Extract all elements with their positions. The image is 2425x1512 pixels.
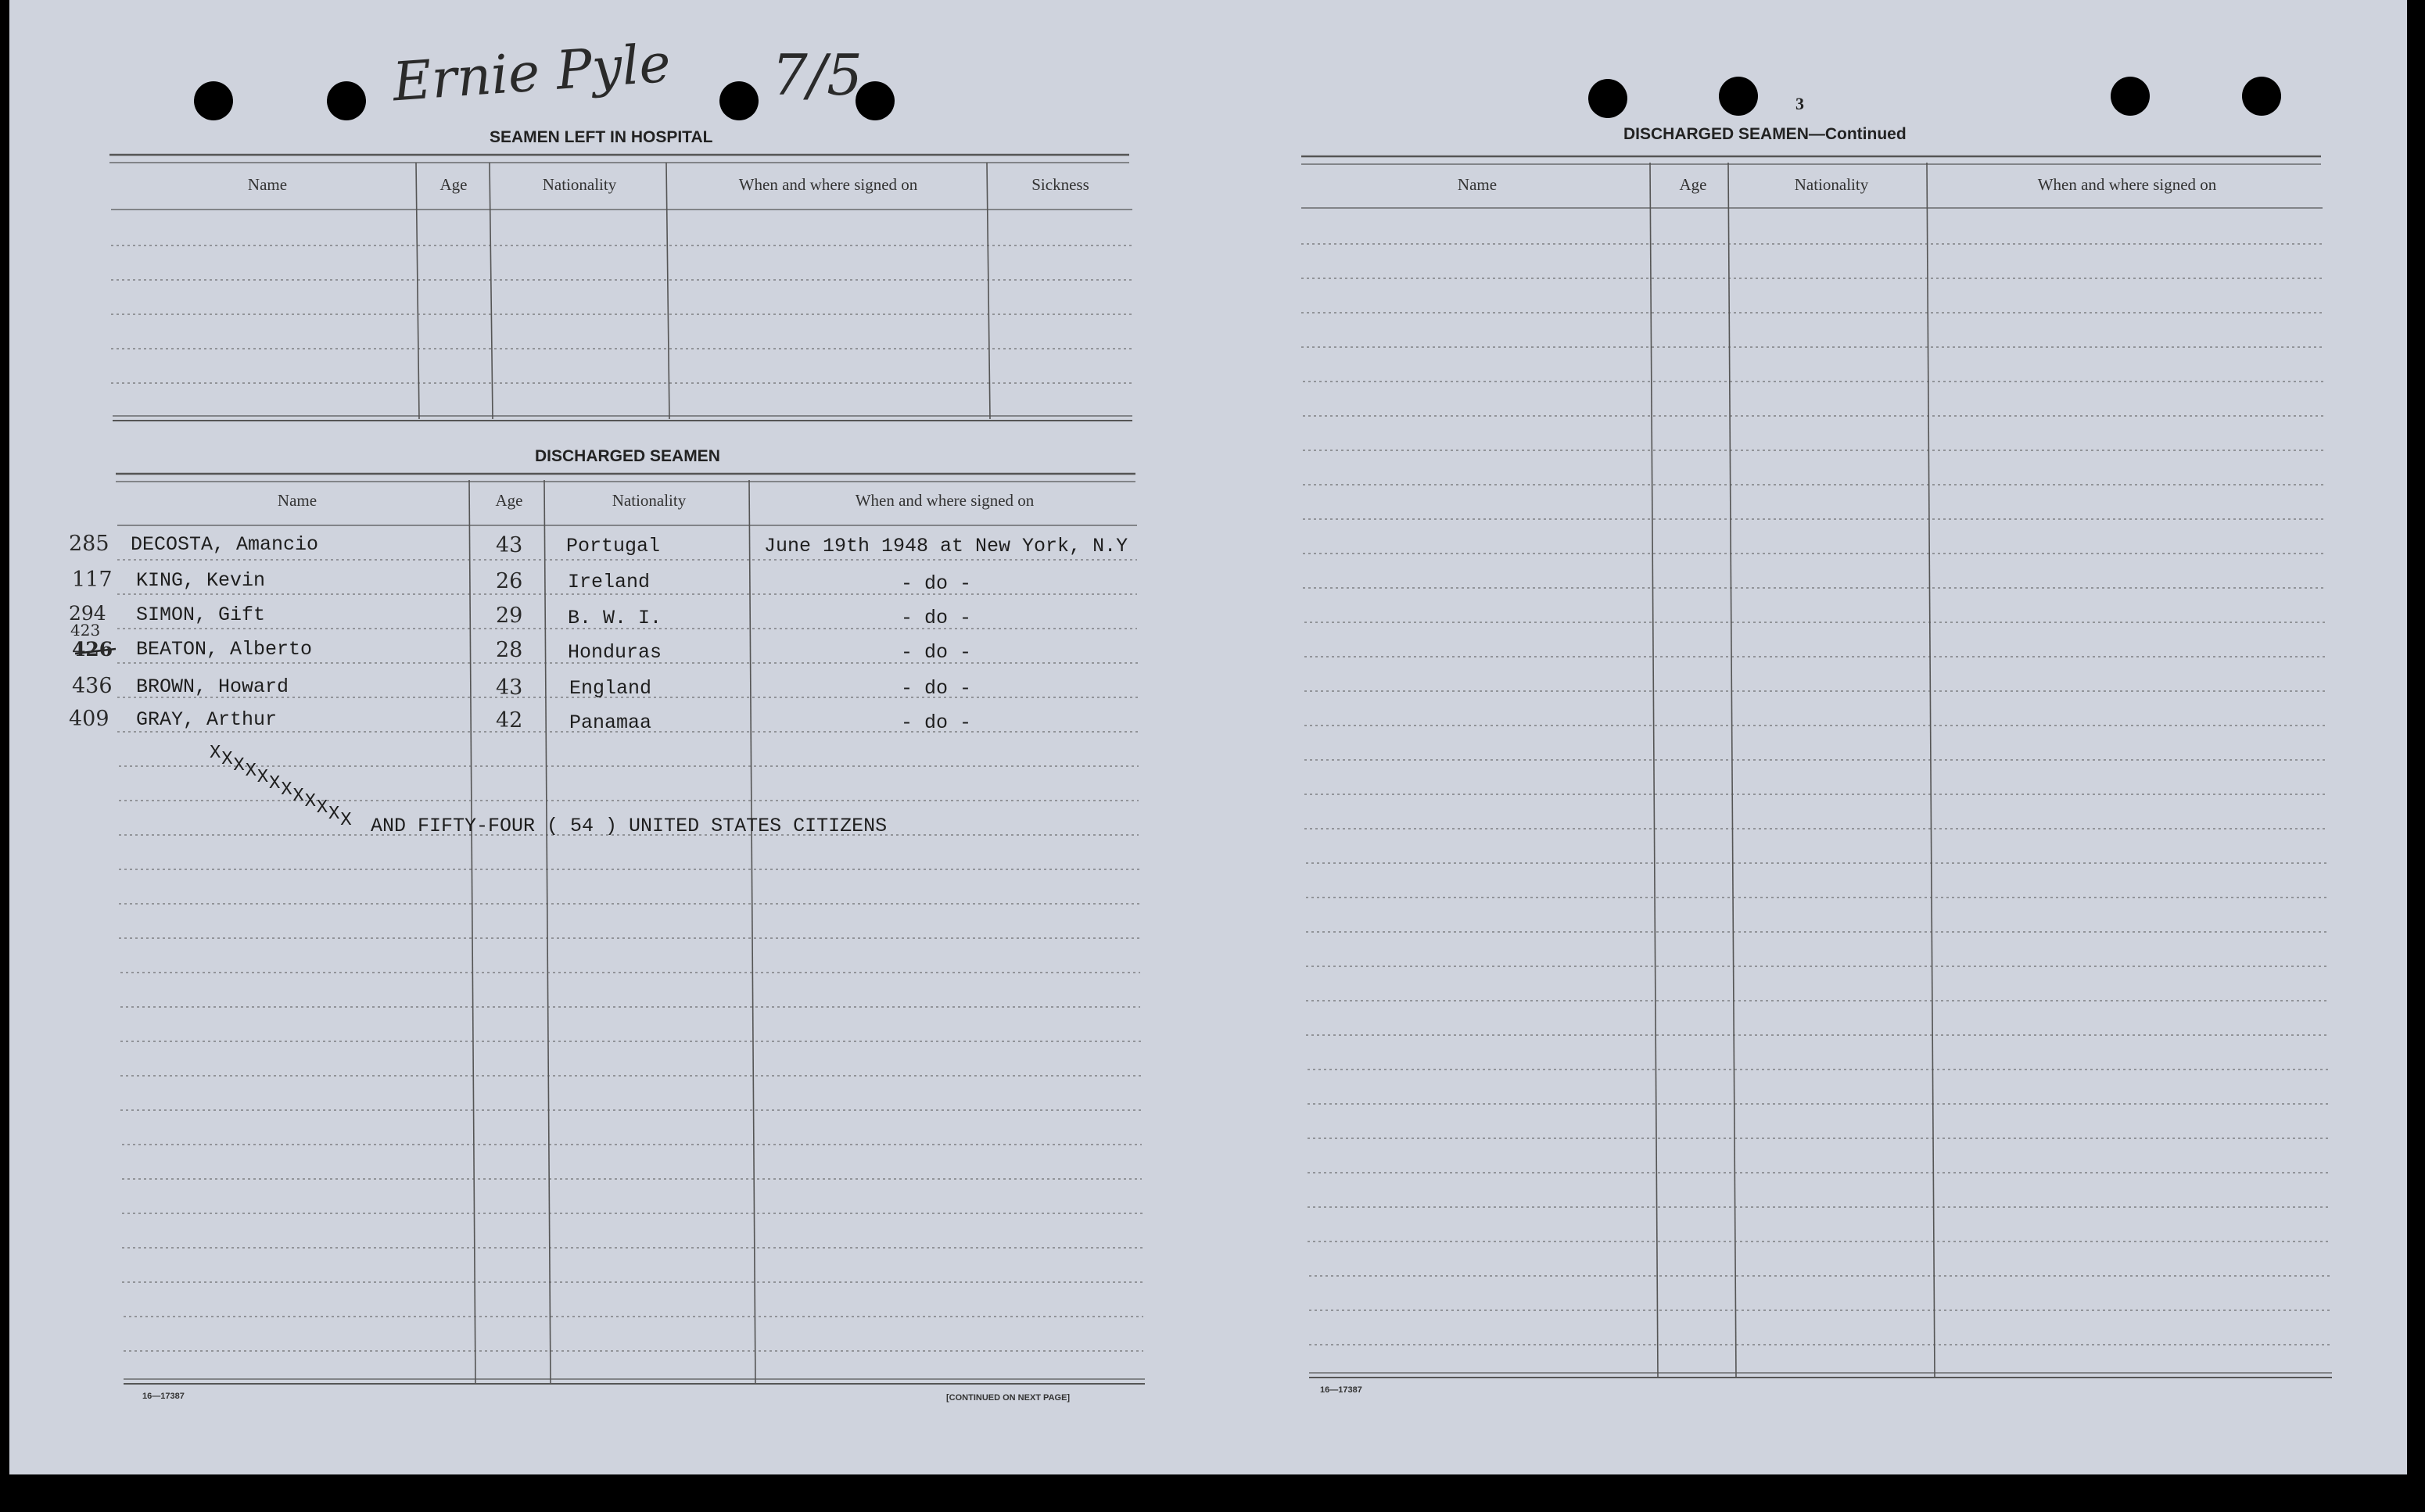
seaman-signed-on: - do - bbox=[901, 711, 972, 734]
x-mark: X bbox=[292, 785, 304, 807]
seaman-nationality: Panamaa bbox=[569, 711, 652, 734]
manifest-sheet bbox=[9, 0, 2407, 1474]
punch-hole bbox=[1719, 77, 1758, 116]
continued-title-suffix: —Continued bbox=[1808, 125, 1907, 143]
x-mark: X bbox=[210, 743, 221, 764]
punch-hole bbox=[327, 81, 366, 120]
seaman-age: 43 bbox=[496, 533, 523, 557]
form-rulings bbox=[9, 0, 2407, 1474]
hospital-col-sickness: Sickness bbox=[1031, 175, 1089, 194]
row-number: 285 bbox=[69, 532, 109, 556]
seaman-signed-on: June 19th 1948 at New York, N.Y bbox=[764, 535, 1128, 557]
hospital-section-title: SEAMEN LEFT IN HOSPITAL bbox=[490, 128, 713, 146]
seaman-name: BEATON, Alberto bbox=[136, 638, 313, 661]
handwritten-name: Ernie Pyle bbox=[390, 32, 673, 114]
continued-col-age: Age bbox=[1679, 175, 1707, 194]
struck-row-number: 426 bbox=[72, 638, 113, 661]
seaman-age: 29 bbox=[496, 604, 523, 628]
row-number: 423 bbox=[70, 621, 101, 640]
continued-col-nationality: Nationality bbox=[1794, 175, 1869, 194]
discharged-section-title: DISCHARGED SEAMEN bbox=[535, 447, 720, 465]
seaman-age: 42 bbox=[496, 708, 523, 733]
seaman-nationality: Honduras bbox=[568, 641, 662, 664]
row-number: 294 bbox=[69, 602, 106, 625]
punch-hole bbox=[2242, 77, 2281, 116]
hospital-col-nationality: Nationality bbox=[542, 175, 617, 194]
continued-col-name: Name bbox=[1457, 175, 1498, 194]
seaman-nationality: Ireland bbox=[568, 571, 651, 593]
x-mark: X bbox=[328, 804, 340, 825]
x-mark: X bbox=[256, 767, 269, 789]
page-number: 3 bbox=[1795, 94, 1804, 113]
seaman-age: 28 bbox=[496, 638, 523, 662]
seaman-name: SIMON, Gift bbox=[136, 604, 266, 626]
x-mark: X bbox=[316, 797, 328, 819]
seaman-signed-on: - do - bbox=[901, 641, 972, 664]
seaman-nationality: England bbox=[569, 677, 652, 700]
summary-line: AND FIFTY-FOUR ( 54 ) UNITED STATES CITIZENS bbox=[371, 815, 888, 837]
seaman-name: GRAY, Arthur bbox=[136, 708, 278, 731]
discharged-col-age: Age bbox=[495, 491, 523, 510]
discharged-col-signed-on: When and where signed on bbox=[855, 491, 1035, 510]
seaman-nationality: Portugal bbox=[566, 535, 661, 557]
seaman-name: DECOSTA, Amancio bbox=[131, 533, 319, 556]
seaman-signed-on: - do - bbox=[901, 607, 972, 629]
x-mark: X bbox=[304, 791, 316, 813]
row-number: 436 bbox=[72, 674, 113, 698]
seaman-signed-on: - do - bbox=[901, 677, 972, 700]
seaman-age: 43 bbox=[496, 675, 523, 700]
hospital-col-age: Age bbox=[439, 175, 468, 194]
punch-hole bbox=[194, 81, 233, 120]
row-number: 117 bbox=[72, 568, 113, 592]
continued-note: [CONTINUED ON NEXT PAGE] bbox=[946, 1393, 1071, 1403]
seaman-signed-on: - do - bbox=[901, 572, 972, 595]
handwritten-mark: 7/5 bbox=[772, 42, 863, 108]
seaman-name: KING, Kevin bbox=[136, 569, 266, 592]
punch-hole bbox=[2111, 77, 2150, 116]
seaman-nationality: B. W. I. bbox=[568, 607, 662, 629]
x-mark: X bbox=[233, 754, 245, 776]
continued-col-signed-on: When and where signed on bbox=[2037, 175, 2217, 194]
row-number: 409 bbox=[69, 707, 109, 731]
continued-title-main: DISCHARGED SEAMEN bbox=[1623, 125, 1809, 143]
discharged-col-name: Name bbox=[277, 491, 317, 510]
hospital-col-signed-on: When and where signed on bbox=[738, 175, 918, 194]
form-number-right: 16—17387 bbox=[1320, 1385, 1362, 1395]
form-number-left: 16—17387 bbox=[142, 1392, 185, 1401]
seaman-name: BROWN, Howard bbox=[136, 675, 289, 698]
hospital-col-name: Name bbox=[247, 175, 288, 194]
seaman-age: 26 bbox=[496, 569, 523, 593]
punch-hole bbox=[1588, 79, 1627, 118]
x-mark: X bbox=[269, 773, 281, 794]
x-mark: X bbox=[221, 748, 233, 770]
continued-section-title bbox=[1623, 125, 1907, 144]
punch-hole bbox=[719, 81, 759, 120]
x-mark: X bbox=[281, 779, 292, 801]
x-mark: X bbox=[245, 761, 256, 783]
x-mark: X bbox=[340, 809, 352, 831]
discharged-col-nationality: Nationality bbox=[612, 491, 687, 510]
